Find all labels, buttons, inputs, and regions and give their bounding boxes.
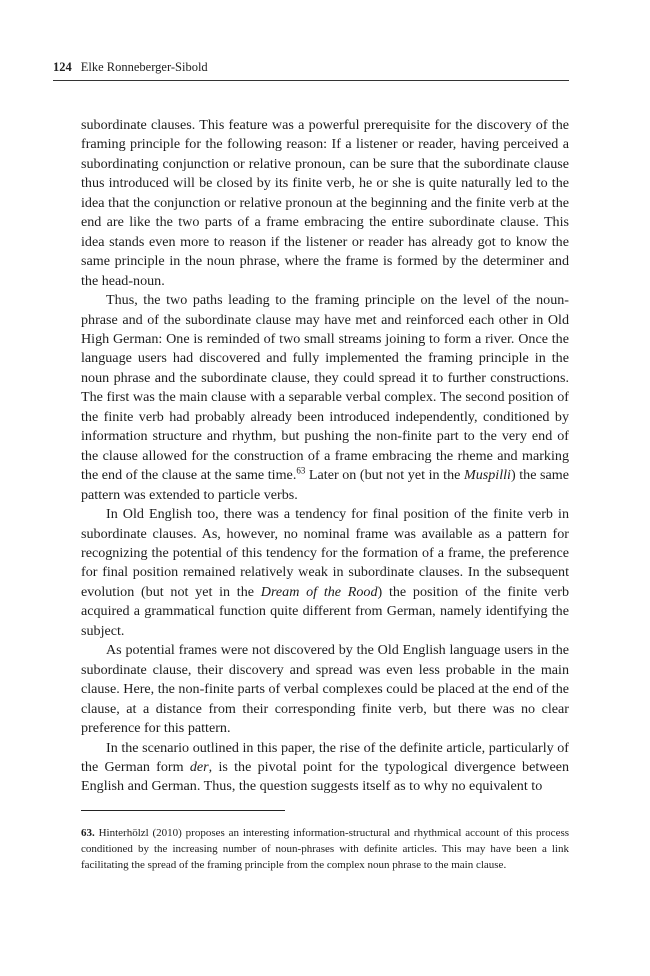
- running-head: [53, 60, 569, 75]
- footnote-reference-63[interactable]: 63: [296, 465, 306, 476]
- paragraph-3: [81, 505, 569, 641]
- title-muspilli: Muspilli: [463, 467, 511, 484]
- paragraph-2: [81, 291, 569, 505]
- paragraph-1: subordinate clauses. This feature was a powerful prerequisite for the discovery of the framing principle for the following reason: If a listener or reader, having perceived a subordinating conjunction or relative pronoun, can be sure that the subordinate clause thus introduced will be closed by its finite verb, he or she is quite naturally led to the idea that the conjunction or relative pronoun at the beginning and the finite verb at the end are like the two parts of a frame embracing the entire subordinate clause. This idea stands even more to reason if the listener or reader has already got to know the same principle in the noun phrase, where the frame is formed by the determiner and the head-noun.: [81, 117, 569, 289]
- paragraph-2-text-a: Thus, the two paths leading to the framing principle on the level of the noun-phrase and of the subordinate clause may have met and reinforced each other in Old High German: One is reminded of two small streams joining to form a river. Once the language users had discovered and fully implemented the framing principle in the noun phrase and the subordinate clause, they could spread it to further constructions. The first was the main clause with a separable verbal complex. The second position of the finite verb had probably already been introduced independently, conditioned by information structure and rhythm, but pushing the non-finite part to the very end of the clause allowed for the construction of a frame embracing the rheme and marking the end of the clause at the same time.: [81, 292, 569, 484]
- paragraph-5-text-b: , is the pivotal point for the typological divergence between English and German. Thus, the question suggests itself as to why no equivalent to: [81, 758, 570, 795]
- word-der: der: [189, 758, 209, 775]
- running-head-author: Elke Ronneberger-Sibold: [80, 60, 208, 74]
- body-text: [81, 116, 569, 797]
- header-rule: [53, 80, 569, 81]
- paragraph-3-text-b: ) the position of the finite verb acquired a grammatical function quite different from German, namely identifying the subject.: [81, 583, 570, 639]
- footnote-63: [81, 825, 569, 873]
- paragraph-4: As potential frames were not discovered by the Old English language users in the subordinate clause, their discovery and spread was even less probable in the main clause. Here, the non-finite parts of verbal complexes could be placed at the end of the clause, at a distance from their corresponding finite verb, but there was no clear preference for this pattern.: [81, 642, 569, 737]
- paragraph-5-text-a: In the scenario outlined in this paper, the rise of the definite article, particularly of the German form: [81, 739, 569, 775]
- paragraph-5: [81, 739, 569, 797]
- paragraph-2-text-c: ) the same pattern was extended to particle verbs.: [81, 467, 569, 503]
- footnote-number: 63.: [81, 827, 95, 839]
- paragraph-3-text-a: In Old English too, there was a tendency for final position of the finite verb in subordinate clauses. As, however, no nominal frame was available as a pattern for recognizing the potential of this tendency for the formation of a frame, the preference for final position remained relatively weak in subordinate clauses. In the subsequent evolution (but not yet in the: [81, 506, 569, 600]
- footnote-rule: [81, 810, 285, 811]
- page-number: 124: [53, 60, 72, 74]
- paragraph-2-text-b: Later on (but not yet in the: [305, 467, 464, 484]
- footnote-text: Hinterhölzl (2010) proposes an interesting information-structural and rhythmical account of this process conditioned by the increasing number of noun-phrases with definite articles. This may have been a link facilitating the spread of the framing principle from the complex noun phrase to the main clause.: [81, 827, 570, 871]
- title-dream-of-the-rood: Dream of the Rood: [260, 583, 378, 600]
